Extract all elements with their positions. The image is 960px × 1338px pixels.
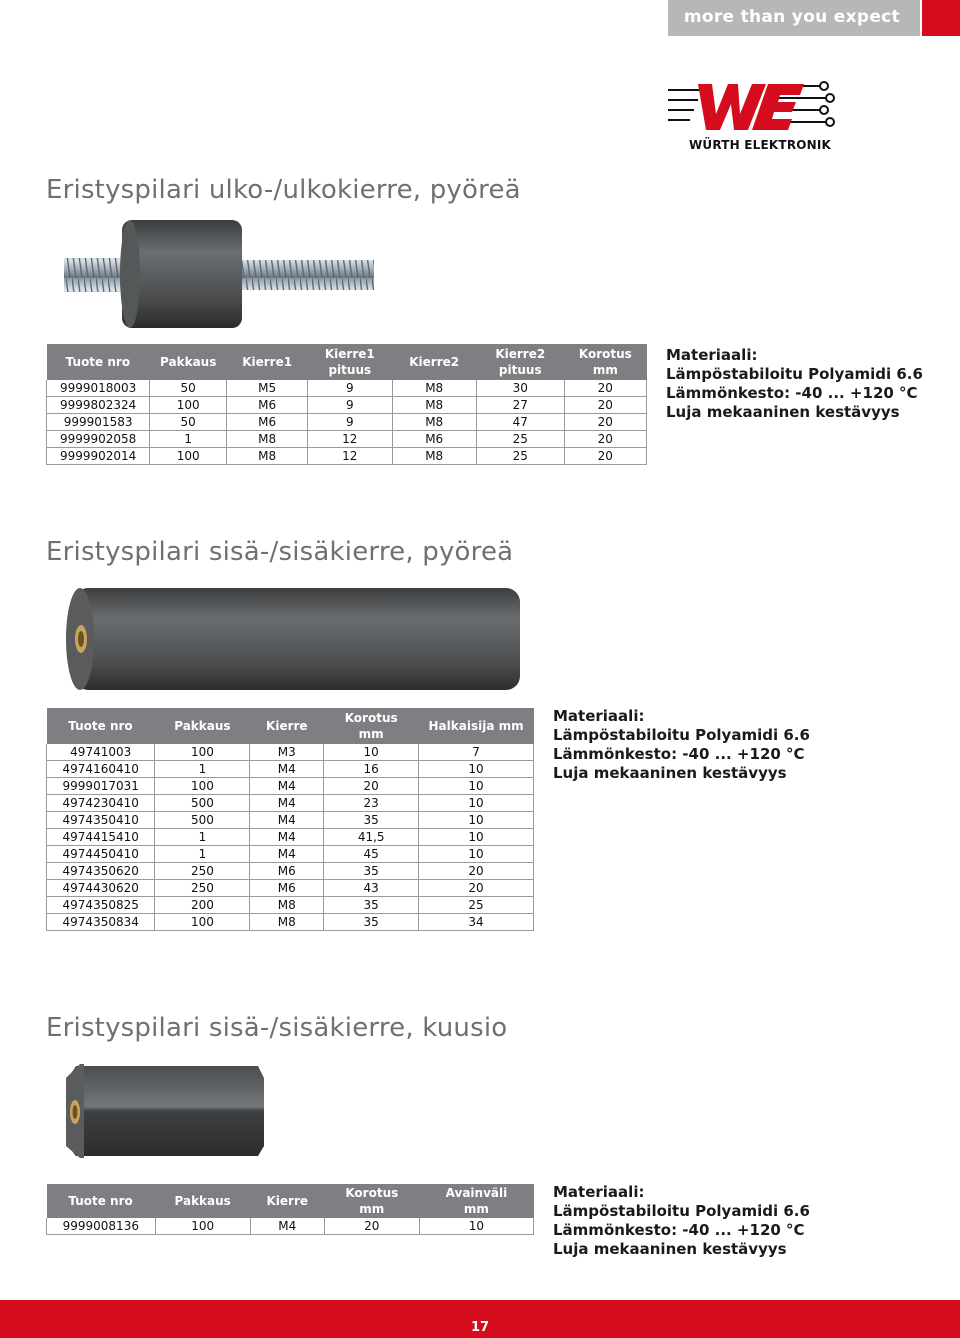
page-number: 17	[470, 1320, 490, 1335]
col-header: Kierre2	[392, 344, 476, 380]
table-cell: M6	[392, 431, 476, 448]
table-row	[47, 380, 647, 397]
table-cell: 9999018003	[47, 380, 150, 397]
table-cell: 4974350825	[47, 897, 155, 914]
table-header-row	[47, 1184, 534, 1218]
table-cell: 7	[419, 744, 534, 761]
table-cell: 9999802324	[47, 397, 150, 414]
table-cell: 20	[419, 863, 534, 880]
table-cell: 10	[419, 1218, 533, 1235]
table-cell: 4974350410	[47, 812, 155, 829]
material-type: Lämpöstabiloitu Polyamidi 6.6	[553, 726, 810, 744]
table-cell: 4974430620	[47, 880, 155, 897]
table-row	[47, 795, 534, 812]
table-cell: 35	[324, 897, 419, 914]
table-cell: M4	[250, 778, 324, 795]
table-cell: M8	[227, 431, 308, 448]
table-cell: 20	[324, 778, 419, 795]
table-cell: 16	[324, 761, 419, 778]
col-header: Avainväli mm	[419, 1184, 533, 1218]
table-cell: 10	[419, 829, 534, 846]
section-1-material	[666, 346, 923, 422]
section-2-title: Eristyspilari sisä-/sisäkierre, pyöreä	[46, 537, 514, 567]
table-cell: 35	[324, 812, 419, 829]
col-header: Kierre1 pituus	[308, 344, 392, 380]
table-cell: M8	[250, 897, 324, 914]
table-cell: 50	[150, 414, 227, 431]
table-cell: 1	[155, 846, 250, 863]
table-cell: 4974350834	[47, 914, 155, 931]
table-cell: M4	[250, 829, 324, 846]
table-cell: 10	[419, 846, 534, 863]
female-female-hex-standoff-image	[62, 1060, 268, 1160]
table-cell: M8	[250, 914, 324, 931]
col-header: Pakkaus	[155, 708, 250, 744]
table-cell: 10	[324, 744, 419, 761]
material-strength: Luja mekaaninen kestävyys	[553, 764, 787, 782]
table-cell: M6	[227, 397, 308, 414]
table-row	[47, 914, 534, 931]
table-cell: 10	[419, 795, 534, 812]
table-cell: 100	[150, 397, 227, 414]
table-cell: 4974230410	[47, 795, 155, 812]
table-cell: 1	[155, 761, 250, 778]
table-row	[47, 880, 534, 897]
section-2-material	[553, 707, 810, 783]
table-cell: 20	[564, 397, 646, 414]
material-type: Lämpöstabiloitu Polyamidi 6.6	[553, 1202, 810, 1220]
col-header: Tuote nro	[47, 344, 150, 380]
table-cell: 47	[476, 414, 564, 431]
table-cell: 250	[155, 863, 250, 880]
table-cell: 200	[155, 897, 250, 914]
table-cell: 9	[308, 414, 392, 431]
table-row	[47, 761, 534, 778]
table-cell: M3	[250, 744, 324, 761]
table-cell: 10	[419, 778, 534, 795]
col-header: Kierre2 pituus	[476, 344, 564, 380]
table-cell: 9999902058	[47, 431, 150, 448]
table-cell: M8	[227, 448, 308, 465]
table-cell: M4	[250, 795, 324, 812]
table-cell: 4974350620	[47, 863, 155, 880]
table-cell: 12	[308, 448, 392, 465]
table-cell: M4	[250, 846, 324, 863]
table-cell: 50	[150, 380, 227, 397]
col-header: Kierre1	[227, 344, 308, 380]
table-cell: M8	[392, 448, 476, 465]
table-cell: 10	[419, 812, 534, 829]
material-label: Materiaali:	[553, 707, 645, 725]
table-cell: 35	[324, 863, 419, 880]
table-cell: 100	[155, 1218, 250, 1235]
material-type: Lämpöstabiloitu Polyamidi 6.6	[666, 365, 923, 383]
table-cell: M6	[227, 414, 308, 431]
table-cell: 20	[564, 431, 646, 448]
col-header: Korotus mm	[324, 1184, 419, 1218]
table-row	[47, 778, 534, 795]
table-cell: 45	[324, 846, 419, 863]
table-cell: 20	[419, 880, 534, 897]
material-label: Materiaali:	[666, 346, 758, 364]
male-male-standoff-image	[60, 218, 380, 338]
table-cell: 1	[155, 829, 250, 846]
material-temp: Lämmönkesto: -40 ... +120 °C	[553, 745, 805, 763]
table-cell: 43	[324, 880, 419, 897]
table-cell: M5	[227, 380, 308, 397]
table-cell: M8	[392, 380, 476, 397]
table-cell: 35	[324, 914, 419, 931]
col-header: Kierre	[250, 708, 324, 744]
table-row	[47, 1218, 534, 1235]
table-cell: M8	[392, 414, 476, 431]
table-row	[47, 431, 647, 448]
female-female-round-standoff-image	[62, 586, 528, 694]
table-cell: 20	[564, 380, 646, 397]
table-cell: 25	[476, 431, 564, 448]
table-cell: 27	[476, 397, 564, 414]
table-cell: 25	[419, 897, 534, 914]
tagline-banner	[668, 0, 920, 36]
table-cell: 4974160410	[47, 761, 155, 778]
table-header-row	[47, 344, 647, 380]
col-header: Tuote nro	[47, 708, 155, 744]
table-cell: M4	[250, 761, 324, 778]
table-cell: 500	[155, 795, 250, 812]
table-cell: 30	[476, 380, 564, 397]
table-cell: 49741003	[47, 744, 155, 761]
table-cell: 34	[419, 914, 534, 931]
section-3-material	[553, 1183, 810, 1259]
table-cell: 999901583	[47, 414, 150, 431]
brand-name: WÜRTH ELEKTRONIK	[689, 138, 832, 152]
table-cell: M4	[250, 812, 324, 829]
col-header: Kierre	[250, 1184, 324, 1218]
col-header: Tuote nro	[47, 1184, 156, 1218]
table-cell: 100	[155, 914, 250, 931]
table-cell: M4	[250, 1218, 324, 1235]
table-row	[47, 812, 534, 829]
table-cell: 100	[150, 448, 227, 465]
table-cell: 100	[155, 778, 250, 795]
table-cell: 9	[308, 397, 392, 414]
table-cell: M6	[250, 863, 324, 880]
table-row	[47, 414, 647, 431]
table-cell: 12	[308, 431, 392, 448]
table-header-row	[47, 708, 534, 744]
table-cell: 500	[155, 812, 250, 829]
table-cell: 20	[564, 414, 646, 431]
table-row	[47, 397, 647, 414]
table-cell: 9999008136	[47, 1218, 156, 1235]
tagline: more than you expect	[683, 7, 900, 27]
table-cell: 41,5	[324, 829, 419, 846]
table-row	[47, 897, 534, 914]
col-header: Pakkaus	[155, 1184, 250, 1218]
table-row	[47, 744, 534, 761]
table-row	[47, 829, 534, 846]
col-header: Pakkaus	[150, 344, 227, 380]
section-3-title: Eristyspilari sisä-/sisäkierre, kuusio	[46, 1013, 508, 1043]
red-corner-block	[922, 0, 960, 36]
col-header: Korotus mm	[564, 344, 646, 380]
table-cell: 9	[308, 380, 392, 397]
col-header: Korotus mm	[324, 708, 419, 744]
table-cell: 20	[564, 448, 646, 465]
table-cell: 4974415410	[47, 829, 155, 846]
table-cell: 23	[324, 795, 419, 812]
section-1-table	[46, 344, 647, 465]
table-row	[47, 448, 647, 465]
table-cell: 100	[155, 744, 250, 761]
table-cell: 4974450410	[47, 846, 155, 863]
table-cell: 9999902014	[47, 448, 150, 465]
table-cell: M6	[250, 880, 324, 897]
section-3-table	[46, 1184, 534, 1235]
table-cell: 1	[150, 431, 227, 448]
section-2-table	[46, 708, 534, 931]
material-strength: Luja mekaaninen kestävyys	[666, 403, 900, 421]
col-header: Halkaisija mm	[419, 708, 534, 744]
table-cell: 250	[155, 880, 250, 897]
material-label: Materiaali:	[553, 1183, 645, 1201]
material-temp: Lämmönkesto: -40 ... +120 °C	[666, 384, 918, 402]
table-cell: 10	[419, 761, 534, 778]
table-cell: 20	[324, 1218, 419, 1235]
table-cell: 9999017031	[47, 778, 155, 795]
material-temp: Lämmönkesto: -40 ... +120 °C	[553, 1221, 805, 1239]
table-cell: M8	[392, 397, 476, 414]
table-cell: 25	[476, 448, 564, 465]
section-1-title: Eristyspilari ulko-/ulkokierre, pyöreä	[46, 175, 521, 205]
table-row	[47, 863, 534, 880]
table-row	[47, 846, 534, 863]
material-strength: Luja mekaaninen kestävyys	[553, 1240, 787, 1258]
